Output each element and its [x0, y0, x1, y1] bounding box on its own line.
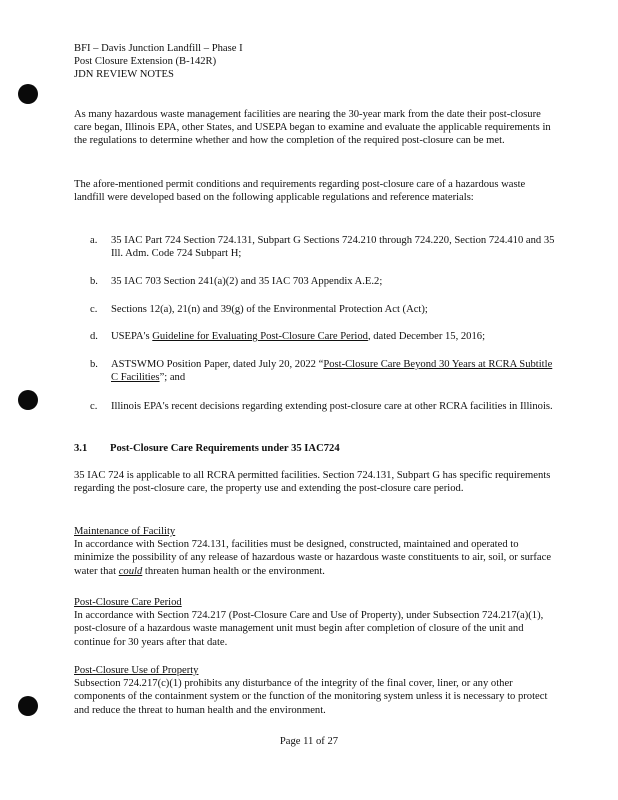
section-number: 3.1 [74, 443, 88, 454]
use-title: Post-Closure Use of Property [74, 665, 199, 676]
list-text: Sections 12(a), 21(n) and 39(g) of the Environmental Protection Act (Act); [111, 304, 428, 315]
punch-hole-bottom [18, 696, 38, 716]
use-subsection [74, 664, 554, 717]
section-paragraph: 35 IAC 724 is applicable to all RCRA permitted facilities. Section 724.131, Subpart G has specific requirements regarding the post-closure care, the property use and extending the post-closure care period. [74, 470, 551, 495]
punch-hole-middle [18, 390, 38, 410]
list-text-suffix: ”; and [159, 372, 186, 384]
list-text: 35 IAC 703 Section 241(a)(2) and 35 IAC 703 Appendix A.E.2; [111, 276, 383, 287]
intro-paragraph-1: As many hazardous waste management facilities are nearing the 30-year mark from the date their post-closure care began, Illinois EPA, other States, and USEPA began to examine and evaluate the applicable requirements in the regulations to determine whether and how the completion of the required post-closure can be met. [74, 109, 551, 147]
page-of: of [313, 736, 328, 747]
list-text-prefix: USEPA's [111, 331, 153, 342]
current-page: 11 [303, 736, 314, 747]
page-number [0, 735, 618, 748]
page-header [74, 42, 554, 82]
maintenance-title: Maintenance of Facility [74, 526, 176, 537]
list-text [111, 358, 559, 384]
maintenance-text [74, 538, 554, 578]
list-marker: b. [90, 276, 98, 287]
period-title: Post-Closure Care Period [74, 597, 182, 608]
list-text: Illinois EPA's recent decisions regarding extending post-closure care at other RCRA facilities in Illinois. [111, 401, 553, 412]
section-title: Post-Closure Care Requirements under 35 IAC724 [110, 443, 340, 454]
header-line-2: Post Closure Extension (B-142R) [74, 56, 217, 68]
period-subsection [74, 596, 554, 649]
list-marker: a. [90, 235, 98, 246]
section-heading [74, 442, 340, 455]
list-marker: b. [90, 359, 98, 370]
maintenance-text-before: In accordance with Section 724.131, facilities must be designed, constructed, maintained and operated to minimize the possibility of any release of hazardous waste or hazardous waste constituents to air, soil, or surface water that [74, 539, 552, 577]
header-line-3: JDN REVIEW NOTES [74, 69, 174, 81]
list-marker: c. [90, 304, 98, 315]
total-pages: 27 [327, 736, 339, 747]
maintenance-text-after: threaten human health or the environment. [142, 565, 325, 577]
intro-paragraph-2: The afore-mentioned permit conditions and requirements regarding post-closure care of a hazardous waste landfill were developed based on the following applicable regulations and reference materials: [74, 179, 526, 204]
maintenance-subsection [74, 525, 554, 578]
position-paper-title-link: Post-Closure Care Beyond 30 Years at RCRA Subtitle C Facilities [111, 359, 553, 384]
list-marker: d. [90, 331, 98, 342]
list-marker: c. [90, 401, 98, 412]
punch-hole-top [18, 84, 38, 104]
header-line-1: BFI – Davis Junction Landfill – Phase I [74, 43, 243, 54]
list-text [111, 330, 559, 343]
list-text: 35 IAC Part 724 Section 724.131, Subpart G Sections 724.210 through 724.220, Section 724.410 and 35 Ill. Adm. Code 724 Subpart H; [111, 235, 555, 260]
guideline-title-link: Guideline for Evaluating Post-Closure Care Period [152, 331, 368, 342]
use-text: Subsection 724.217(c)(1) prohibits any disturbance of the integrity of the final cover, liner, or any other components of the containment system or the function of the monitoring system unless it is necessary to protect and reduce the threat to human health and the environment. [74, 678, 548, 716]
list-text-prefix: ASTSWMO Position Paper, dated July 20, 2022 “ [111, 359, 324, 370]
page-prefix: Page [279, 736, 304, 747]
could-emphasis: could [118, 565, 143, 577]
list-text-suffix: , dated December 15, 2016; [367, 331, 486, 342]
period-text: In accordance with Section 724.217 (Post-Closure Care and Use of Property), under Subsection 724.217(a)(1), post-closure of a hazardous waste management unit must begin after completion of closure of the unit and continue for 30 years after that date. [74, 610, 544, 648]
